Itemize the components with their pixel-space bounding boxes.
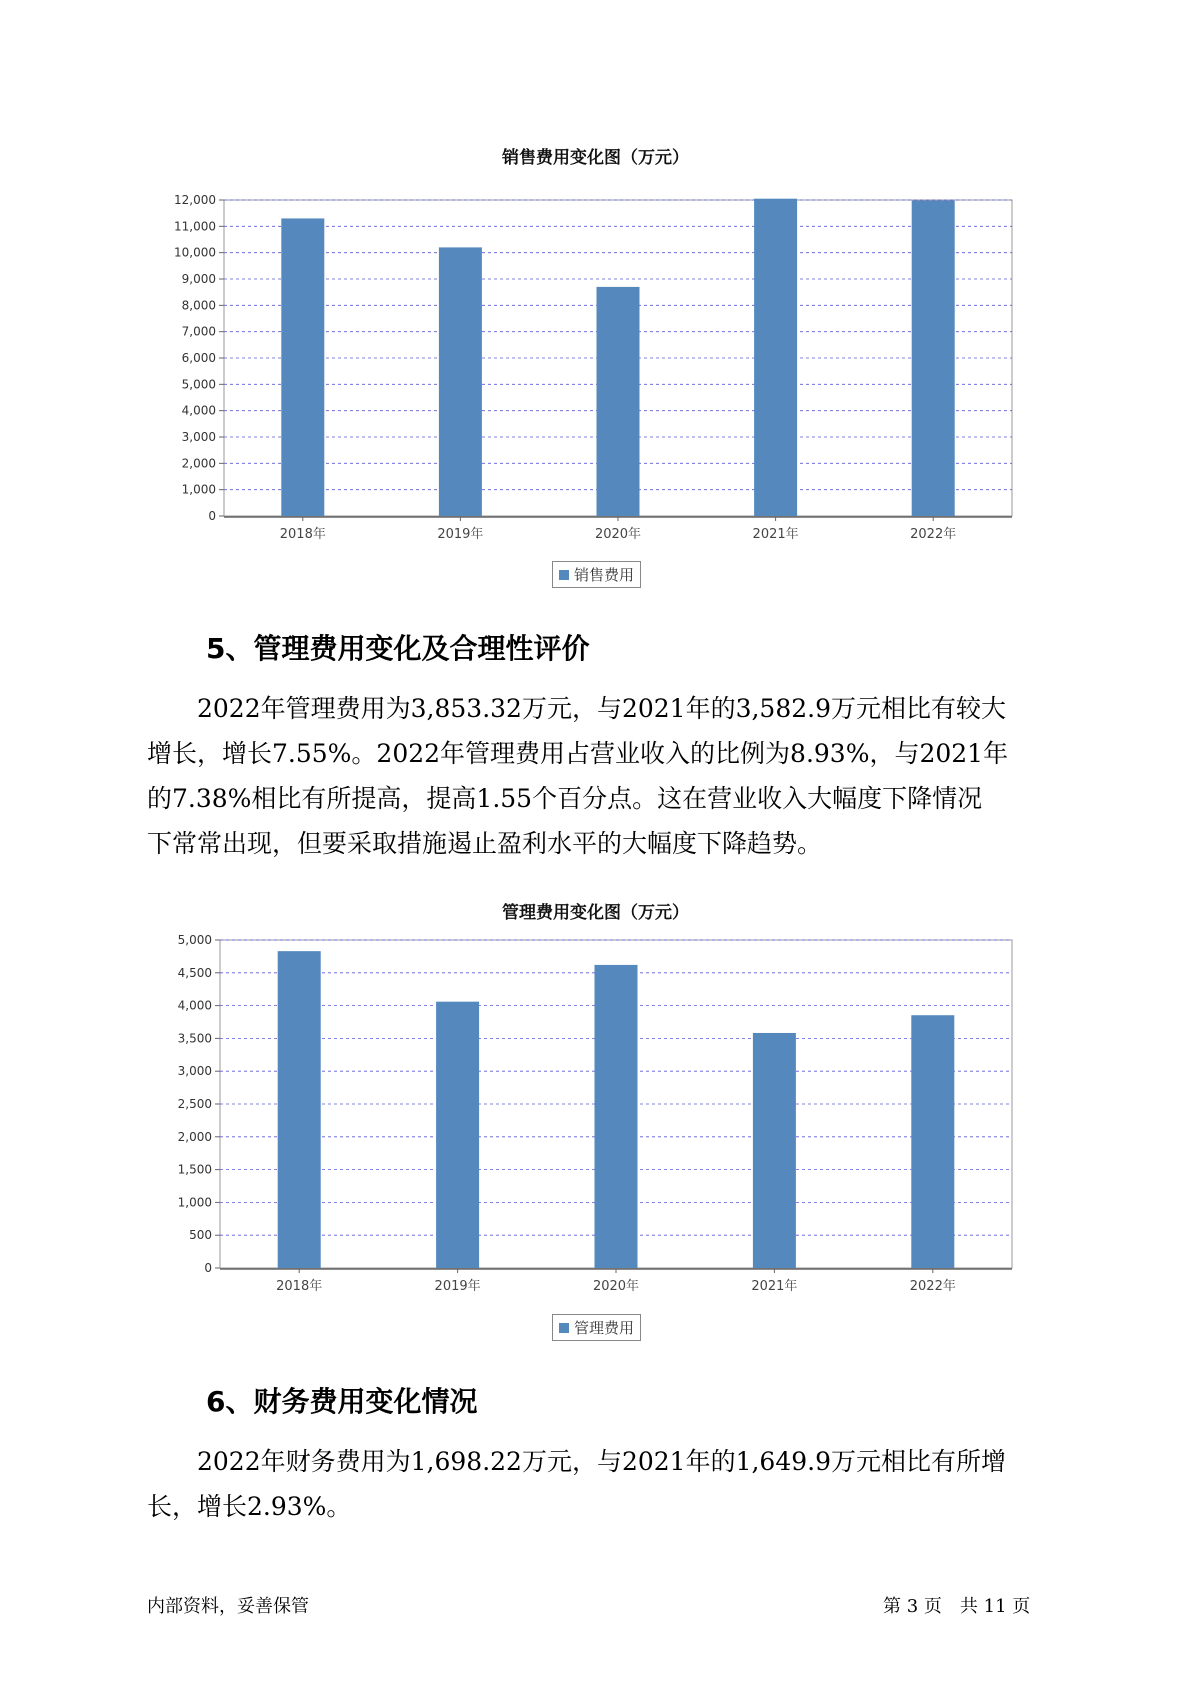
y-tick-label: 4,500 — [177, 965, 212, 980]
y-tick-label: 12,000 — [174, 193, 216, 207]
chart-title-sales: 销售费用变化图（万元） — [502, 148, 689, 168]
y-tick-label: 1,500 — [177, 1162, 212, 1177]
x-tick-label: 2022年 — [910, 527, 957, 542]
bar — [436, 1002, 479, 1268]
bar — [597, 287, 640, 516]
y-tick-label: 10,000 — [174, 245, 216, 260]
sales-chart — [0, 170, 1191, 550]
bar — [753, 1033, 796, 1268]
y-tick-label: 3,500 — [177, 1031, 212, 1046]
y-tick-label: 1,000 — [177, 1195, 212, 1210]
y-tick-label: 3,000 — [181, 430, 216, 444]
y-tick-label: 8,000 — [181, 298, 216, 313]
paragraph-line: 的7.38%相比有所提高，提高1.55个百分点。这在营业收入大幅度下降情况 — [147, 784, 983, 813]
bar — [439, 247, 482, 516]
chart-title-mgmt: 管理费用变化图（万元） — [502, 903, 689, 923]
bar — [912, 201, 955, 516]
y-tick-label: 9,000 — [181, 272, 216, 286]
y-tick-label: 2,000 — [181, 456, 216, 471]
paragraph-mgmt — [147, 686, 1067, 866]
bar — [754, 199, 797, 516]
section-heading-mgmt: 5、管理费用变化及合理性评价 — [206, 632, 590, 665]
y-tick-label: 3,000 — [177, 1064, 212, 1079]
bar — [281, 218, 324, 516]
legend-sales — [552, 561, 641, 588]
section-heading-finance: 6、财务费用变化情况 — [206, 1385, 478, 1418]
bar — [911, 1015, 954, 1268]
mgmt-chart — [0, 928, 1191, 1303]
y-tick-label: 1,000 — [181, 482, 216, 497]
page-number: 第 3 页 共 11 页 — [883, 1596, 1031, 1617]
y-tick-label: 5,000 — [177, 933, 212, 947]
bar — [278, 951, 321, 1268]
paragraph-line: 2022年管理费用为3,853.32万元，与2021年的3,582.9万元相比有较大 — [147, 694, 1006, 723]
legend-swatch-mgmt — [559, 1323, 569, 1333]
footer-note: 内部资料，妥善保管 — [147, 1596, 309, 1617]
bar — [595, 965, 638, 1268]
x-tick-label: 2021年 — [752, 527, 799, 542]
x-tick-label: 2019年 — [437, 527, 484, 542]
legend-label-mgmt: 管理费用 — [574, 1319, 635, 1337]
y-tick-label: 5,000 — [181, 377, 216, 392]
x-tick-label: 2018年 — [279, 527, 326, 542]
y-tick-label: 500 — [189, 1228, 212, 1243]
x-tick-label: 2019年 — [434, 1279, 481, 1294]
legend-swatch-sales — [559, 570, 569, 580]
y-tick-label: 2,500 — [177, 1097, 212, 1111]
x-tick-label: 2018年 — [276, 1279, 323, 1294]
y-tick-label: 11,000 — [174, 219, 216, 234]
x-tick-label: 2020年 — [594, 527, 642, 542]
paragraph-line: 增长，增长7.55%。2022年管理费用占营业收入的比例为8.93%，与2021年 — [147, 739, 1009, 768]
y-tick-label: 0 — [204, 1261, 212, 1275]
y-tick-label: 0 — [208, 509, 216, 523]
paragraph-line: 下常常出现，但要采取措施遏止盈利水平的大幅度下降趋势。 — [147, 829, 823, 858]
y-tick-label: 4,000 — [177, 998, 212, 1013]
x-tick-label: 2021年 — [751, 1279, 798, 1294]
y-tick-label: 6,000 — [181, 351, 216, 365]
legend-mgmt — [552, 1314, 641, 1341]
paragraph-finance — [147, 1439, 1067, 1529]
y-tick-label: 2,000 — [177, 1129, 212, 1144]
y-tick-label: 7,000 — [181, 324, 216, 339]
x-tick-label: 2022年 — [909, 1279, 956, 1294]
paragraph-line: 长，增长2.93%。 — [147, 1492, 352, 1521]
y-tick-label: 4,000 — [181, 403, 216, 418]
legend-label-sales: 销售费用 — [574, 566, 635, 584]
x-tick-label: 2020年 — [592, 1279, 640, 1294]
paragraph-line: 2022年财务费用为1,698.22万元，与2021年的1,649.9万元相比有所增 — [147, 1447, 1006, 1476]
